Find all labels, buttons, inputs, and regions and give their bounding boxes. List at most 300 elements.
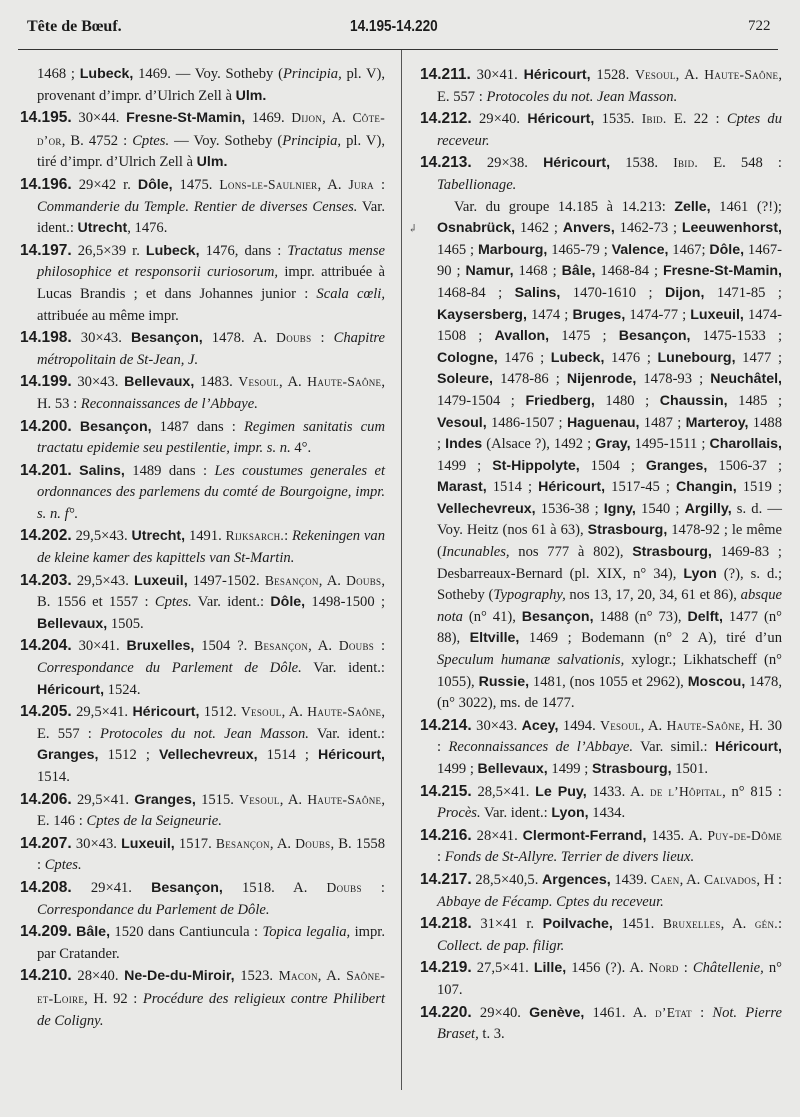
text: 1456 (?). A. — [566, 960, 649, 977]
text: 31×41 r. — [471, 916, 543, 933]
text: 1465 ; — [437, 241, 478, 258]
archive: Nord — [648, 960, 679, 976]
place: Igny, — [603, 500, 636, 517]
text: impr. par Cratander. — [37, 924, 385, 962]
place: Moscou, — [687, 673, 746, 690]
place: Marast, — [437, 479, 487, 496]
place: Luxeuil, — [121, 835, 175, 852]
text: : — [374, 638, 385, 655]
text: 29×40. — [471, 1004, 530, 1021]
text: 1499 ; — [437, 457, 493, 474]
text: 1461. A. — [584, 1004, 656, 1021]
place: Salins, — [79, 462, 125, 479]
text: s. d. — Voy. Heitz (nos 61 à 63), — [437, 500, 782, 539]
text: 1475. — [172, 176, 220, 193]
text: 1538. — [610, 155, 674, 172]
text: 30×41. — [71, 638, 127, 655]
place: Clermont-Ferrand, — [522, 827, 647, 844]
text: 1474 ; — [526, 306, 573, 323]
text: 1475 ; — [549, 328, 619, 345]
archive: Doubs — [295, 835, 331, 851]
title: Collect. de pap. filigr. — [437, 937, 565, 954]
place: Lubeck, — [145, 242, 200, 259]
text: , n° 815 : — [722, 783, 782, 800]
title: Cptes de la Seigneurie. — [86, 813, 222, 830]
archive: Doubs — [338, 638, 375, 654]
archive: Bruxelles — [662, 916, 721, 932]
text: 29,5×41. — [71, 704, 133, 721]
text: 1479-1504 ; — [437, 392, 526, 409]
entry-14219 — [420, 957, 782, 1001]
text: , B. 1556 et 1557 : — [37, 572, 385, 611]
entry-14200 — [20, 416, 385, 460]
text: : — [284, 528, 292, 545]
text: 1495-1511 ; — [630, 436, 710, 453]
place: St-Hippolyte, — [492, 457, 580, 474]
archive: Haute-Saône — [307, 374, 382, 390]
text: , H. 30 : — [437, 717, 782, 756]
text: 30×43. — [71, 330, 131, 347]
header-title: Tête de Bœuf. — [27, 18, 122, 35]
archive: Vesoul — [241, 704, 282, 720]
text: 1536-38 ; — [535, 500, 604, 517]
text: , H : — [756, 871, 782, 888]
text: 30×43. — [71, 835, 122, 852]
place: Salins, — [514, 284, 561, 301]
header-range: 14.195-14.220 — [350, 18, 438, 35]
text: : — [691, 1004, 713, 1021]
text: 1477 (n° 88), — [437, 608, 782, 647]
archive: Doubs — [326, 879, 362, 895]
text: 1461 (?!); — [710, 198, 782, 215]
archive: Rijksarch. — [225, 528, 285, 544]
text: 1491. — [185, 528, 226, 545]
place: Vellechevreux, — [158, 747, 258, 764]
text: 1478-86 ; — [492, 371, 567, 388]
text: 1469. — Voy. Sotheby ( — [133, 66, 283, 82]
entry-14212 — [420, 108, 782, 152]
place: Anvers, — [562, 220, 615, 237]
margin-mark: ↲ — [408, 223, 418, 235]
text — [72, 419, 80, 435]
text: pl. V), provenant d’impr. d’Ulrich Zell à — [37, 66, 385, 104]
text: 28×40. — [71, 968, 125, 985]
entry-14211 — [420, 64, 782, 108]
text: 1468 ; — [513, 263, 562, 280]
archive: Ibid. — [673, 155, 699, 171]
entry-number: 14.195. — [20, 109, 72, 127]
entry-number: 14.197. — [20, 241, 72, 259]
place: Osnabrück, — [437, 220, 516, 237]
text: 1469. — [245, 110, 292, 127]
text: 1514 ; — [486, 479, 539, 496]
text: 1487 ; — [639, 414, 686, 431]
place: Avallon, — [494, 328, 550, 345]
text: : — [311, 330, 334, 347]
place: Lille, — [533, 960, 567, 977]
text: 30×41. — [470, 67, 524, 83]
entry-14214 — [420, 715, 782, 781]
text: Var. du groupe 14.185 à 14.213: — [454, 198, 675, 215]
text: 28,5×41. — [471, 783, 536, 800]
text: 1462 ; — [515, 220, 563, 237]
place: Fresne-St-Mamin, — [662, 263, 782, 280]
text: , 1476. — [127, 220, 168, 237]
place: Poilvache, — [542, 916, 613, 933]
text: 30×43. — [471, 717, 522, 734]
text: 1433. A. — [586, 783, 651, 800]
text: pl. V), tiré d’impr. d’Ulrich Zell à — [37, 132, 385, 171]
text: 27,5×41. — [471, 960, 534, 977]
archive: Vesoul — [600, 717, 641, 733]
place: Utrecht — [77, 220, 128, 237]
entry-number: 14.204. — [20, 637, 72, 655]
entry-number: 14.219. — [420, 959, 472, 977]
text: 1494. — [558, 717, 601, 734]
place: Argences, — [542, 871, 611, 888]
entry-number: 14.199. — [20, 373, 72, 391]
archive: Haute-Saône — [307, 791, 382, 807]
place: Soleure, — [437, 371, 493, 388]
entry-14217 — [420, 869, 782, 913]
text: 1476 ; — [497, 349, 551, 366]
text: — Voy. Sotheby ( — [169, 132, 283, 149]
archive: Besançon — [254, 638, 309, 654]
text: 1520 dans Cantiuncula : — [110, 924, 263, 941]
text: 1528. — [590, 67, 636, 83]
text: , A. — [675, 67, 705, 83]
text: nos 777 à 802), — [509, 544, 633, 561]
archive: Besançon — [215, 835, 270, 851]
place: Héricourt, — [714, 739, 782, 756]
text: 29×41. — [71, 879, 152, 896]
entry-14195 — [20, 107, 385, 174]
text: 1486-1507 ; — [486, 414, 567, 431]
title: Les coustumes generales et ordonnances des parlemens du comté de Bourgoigne, impr. s. n. f°. — [37, 462, 385, 522]
place: Eltville, — [469, 630, 520, 647]
title: Typography, — [493, 587, 566, 604]
text: , H. 92 : — [84, 990, 143, 1007]
entry-number: 14.205. — [20, 703, 72, 721]
entry-number: 14.198. — [20, 329, 72, 347]
text: , E. 557 : — [437, 67, 782, 105]
text: 1523. — [234, 968, 279, 985]
place: Fresne-St-Mamin, — [126, 110, 246, 127]
text: 1499 ; — [437, 761, 478, 777]
title: Principia, — [282, 132, 342, 149]
entry-14206 — [20, 789, 385, 833]
archive: Doubs — [346, 572, 382, 588]
entry-number: 14.216. — [420, 826, 472, 844]
archive: Haute-Saône — [307, 704, 382, 720]
archive: Puy-de-Dôme — [707, 827, 782, 843]
entry-number: 14.207. — [20, 834, 72, 852]
text: 1505. — [107, 615, 144, 632]
place: Valence, — [611, 241, 669, 258]
text: 1471-85 ; — [704, 284, 782, 301]
title: Procès. — [437, 805, 481, 822]
entry-number: 14.196. — [20, 175, 72, 193]
entry-14205 — [20, 701, 385, 788]
place: Dôle, — [137, 176, 173, 193]
entry-14210 — [20, 965, 385, 1032]
text: , A. — [317, 176, 349, 193]
place: Granges, — [134, 791, 196, 808]
text: 30×43. — [71, 374, 125, 391]
place: Lyon — [683, 565, 717, 582]
text: : — [373, 176, 386, 193]
title: Cptes. — [154, 594, 192, 611]
text: 1498-1500 ; — [305, 594, 385, 611]
place: Kaysersberg, — [437, 306, 527, 323]
text: Var. ident.: — [480, 805, 552, 822]
title: Correspondance du Parlement de Dôle. — [37, 660, 302, 677]
title: Reconnaissances de l’Abbaye. — [80, 395, 258, 412]
text: , B. 4752 : — [61, 132, 133, 149]
title: Cptes. — [44, 857, 82, 874]
entry-number: 14.211. — [420, 66, 471, 83]
title: Regimen sanitatis cum tractatu epidemie seu pestilentie, impr. s. n. — [37, 418, 386, 457]
entry-14199 — [20, 371, 385, 415]
text: 1435. A. — [646, 827, 708, 844]
place: Vesoul, — [437, 414, 487, 431]
text: (Alsace ?), 1492 ; — [482, 436, 596, 453]
archive: Ibid. — [641, 111, 667, 127]
place: Dôle, — [709, 241, 745, 258]
place: Luxeuil, — [134, 572, 188, 589]
text: 29,5×41. — [71, 791, 135, 808]
text: 1512 ; — [98, 747, 159, 764]
entry-number: 14.220. — [420, 1003, 472, 1021]
entry-14218 — [420, 913, 782, 957]
text: 1504 ?. — [194, 638, 255, 655]
entry-14204 — [20, 635, 385, 701]
archive: Macon — [278, 968, 318, 984]
text: 1467-90 ; — [437, 241, 782, 280]
place: Namur, — [465, 263, 514, 280]
place: Besançon, — [130, 330, 203, 347]
place: Cologne, — [437, 349, 498, 366]
place: Delft, — [687, 608, 723, 625]
entry-14196 — [20, 174, 385, 240]
text: 1478-92 ; le même ( — [437, 522, 782, 561]
title: Protocoles du not. Jean Masson. — [100, 725, 309, 742]
place: Besançon, — [618, 328, 691, 345]
page-number: 722 — [748, 18, 771, 34]
place: Dijon, — [664, 284, 705, 301]
place: Argilly, — [684, 500, 732, 517]
place: Indes — [445, 436, 483, 453]
title: Chapitre métropolitain de St-Jean, J. — [37, 330, 385, 368]
entry-number: 14.201. — [20, 461, 72, 479]
text: xylogr.; Likhatscheff (n° 1055), — [437, 652, 782, 690]
text: : — [678, 960, 693, 977]
place: Bâle, — [76, 924, 111, 941]
text: 28×41. — [471, 827, 523, 844]
place: Ulm. — [235, 87, 267, 104]
text: , A. — [279, 791, 308, 808]
place: Russie, — [478, 673, 530, 690]
place: Bellevaux, — [477, 761, 548, 777]
place: Acey, — [521, 717, 559, 734]
archive: Vesoul — [635, 67, 676, 82]
text: 1524. — [104, 681, 141, 698]
title: Rekeningen van de kleine kamer des kapittels van St-Martin. — [37, 528, 386, 567]
text: 1535. — [594, 111, 642, 128]
right-column — [420, 64, 782, 1046]
text: Var. ident.: — [301, 660, 385, 677]
text: 1488 (n° 73), — [593, 608, 688, 625]
text: 1485 ; — [727, 392, 783, 409]
text: 1474-77 ; — [625, 306, 691, 323]
place: Strasbourg, — [587, 522, 668, 539]
text: 1489 dans : — [124, 462, 215, 479]
entry-14209 — [20, 921, 385, 965]
text: 1478, (n° 3022), ms. de 1477. — [437, 673, 782, 712]
entry-number: 14.202. — [20, 527, 72, 545]
text: 1468-84 ; — [437, 284, 515, 301]
text: 1478-93 ; — [636, 371, 711, 388]
text: 1468-84 ; — [595, 263, 663, 280]
place: Changin, — [675, 479, 737, 496]
text: 1467; — [668, 241, 710, 258]
place: Ne-De-du-Miroir, — [124, 968, 235, 985]
archive: Vesoul — [239, 791, 280, 807]
archive: Côte-d’or — [37, 110, 385, 148]
archive: gén. — [754, 916, 778, 932]
title: Topica legalia, — [262, 924, 351, 941]
text: Var. ident.: — [191, 594, 271, 611]
place: Granges, — [645, 457, 708, 474]
text: , A. — [720, 916, 755, 933]
entry-number: 14.200. — [20, 417, 72, 435]
text: 1540 ; — [635, 500, 685, 517]
text: 1468 ; — [37, 66, 80, 82]
archive: Haute-Saône — [704, 67, 779, 82]
running-header — [0, 18, 800, 42]
title: Correspondance du Parlement de Dôle. — [37, 901, 270, 918]
place: Friedberg, — [525, 392, 595, 409]
place: Chaussin, — [659, 392, 728, 409]
place: Bellevaux, — [124, 374, 195, 391]
text: 28,5×40,5. — [471, 871, 543, 888]
place: Besançon, — [151, 879, 223, 896]
text: , A. — [317, 968, 347, 985]
text: 1480 ; — [594, 392, 660, 409]
column-divider — [401, 50, 402, 1090]
place: Leeuwenhorst, — [681, 220, 782, 237]
text: 1483. — [194, 374, 239, 391]
text: (n° 41), — [462, 608, 522, 625]
text: Var. simil.: — [633, 739, 715, 756]
place: Vellechevreux, — [437, 500, 536, 517]
text: , A. — [679, 871, 704, 888]
entry-14220 — [420, 1002, 782, 1046]
place: Marbourg, — [477, 241, 548, 258]
place: Héricourt, — [132, 704, 200, 721]
archive: Lons-le-Saulnier — [219, 176, 318, 192]
place: Le Puy, — [535, 783, 587, 800]
text: , A. — [322, 110, 353, 127]
entry-14215 — [420, 781, 782, 825]
place: Héricourt, — [523, 67, 591, 83]
title: Speculum humanæ salvationis, — [437, 652, 625, 669]
text: 1487 dans : — [151, 418, 244, 435]
place: Nijenrode, — [566, 371, 637, 388]
entry-number: 14.209. — [20, 923, 72, 941]
entry-number: 14.218. — [420, 915, 472, 933]
archive: Saône-et-Loire — [37, 968, 385, 1006]
text: 1462-73 ; — [614, 220, 682, 237]
text: , A. — [281, 704, 308, 721]
place: Charollais, — [709, 436, 782, 453]
place: Besançon, — [521, 608, 594, 625]
text: , B. 1558 : — [37, 835, 385, 874]
place: Zelle, — [674, 198, 711, 215]
archive: Doubs — [276, 330, 312, 346]
place: Héricourt, — [538, 479, 606, 496]
text: 1512. — [199, 704, 241, 721]
text: 1476 ; — [604, 349, 658, 366]
text: n° 107. — [437, 960, 782, 998]
place: Héricourt, — [543, 155, 611, 172]
place: Lyon, — [551, 805, 589, 822]
text: 1469-83 ; Desbarreaux-Bernard (pl. XIX, n° 34), — [437, 544, 782, 582]
entry-number: 14.208. — [20, 878, 72, 896]
place: Bruxelles, — [126, 638, 195, 655]
text: , A. — [278, 374, 308, 391]
variant-group-paragraph — [420, 197, 782, 715]
text: 1518. A. — [222, 879, 327, 896]
text: 1469 ; Bodemann (n° 2 A), tiré d’un — [519, 630, 782, 647]
text: 1434. — [588, 805, 626, 822]
text: : — [361, 879, 385, 896]
place: Héricourt, — [317, 747, 385, 764]
place: Bellevaux, — [37, 615, 108, 632]
entry-14201 — [20, 460, 385, 526]
text: 1497-1502. — [187, 572, 265, 589]
text: 1478. A. — [202, 330, 277, 347]
title: Commanderie du Temple. Rentier de diverses Censes. — [37, 198, 358, 215]
archive: Calvados — [703, 871, 757, 887]
text: impr. attribuée à Lucas Brandis ; et dans Johannes junior : — [37, 264, 385, 302]
title: Cptes du receveur. — [437, 111, 782, 149]
title: Incunables, — [441, 544, 510, 561]
left-column — [20, 64, 385, 1032]
text: : — [437, 849, 445, 866]
place: Neuchâtel, — [710, 371, 782, 388]
title: Cptes. — [132, 132, 170, 149]
title: Protocoles du not. Jean Masson. — [486, 88, 678, 105]
text: , A. — [269, 835, 296, 852]
place: Granges, — [37, 747, 99, 764]
title: Abbaye de Fécamp. Cptes du receveur. — [437, 893, 664, 910]
entry-number: 14.215. — [420, 782, 472, 800]
text: 1501. — [671, 761, 709, 777]
text — [72, 463, 79, 479]
entry-14198 — [20, 327, 385, 371]
entry-number: 14.217. — [420, 870, 472, 888]
entry-number: 14.214. — [420, 716, 472, 734]
archive: de l’Hôpital — [650, 783, 723, 799]
place: Strasbourg, — [591, 761, 672, 777]
text: 1514. — [37, 769, 70, 785]
title: Scala cœli, — [316, 285, 385, 302]
place: Lubeck, — [550, 349, 605, 366]
title: Reconnaissances de l’Abbaye. — [448, 739, 634, 756]
text: 1474-1508 ; — [437, 306, 782, 345]
text: t. 3. — [478, 1026, 505, 1043]
